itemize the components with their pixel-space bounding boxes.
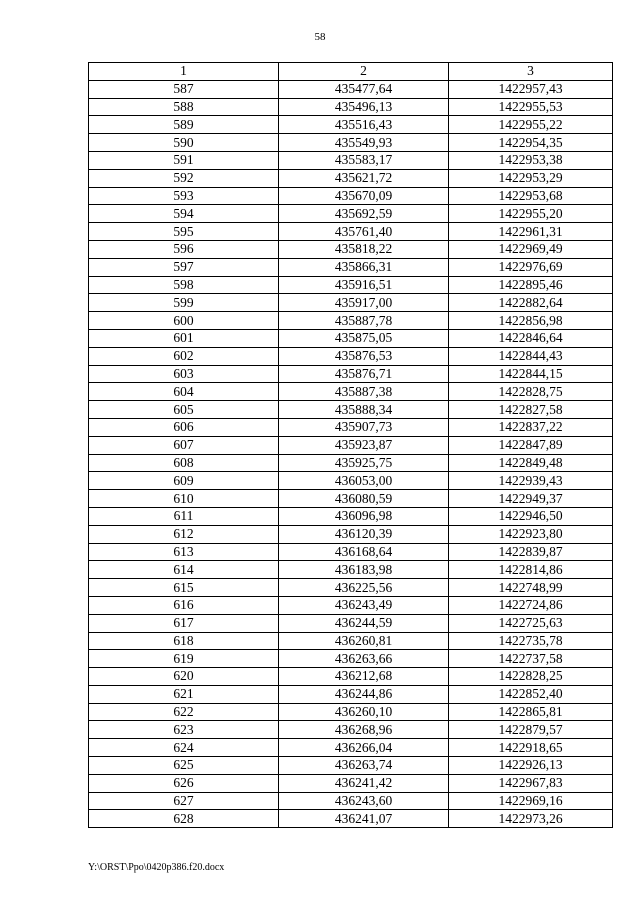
- point-number-cell: 600: [89, 312, 279, 330]
- point-number-cell: 622: [89, 703, 279, 721]
- point-number-cell: 621: [89, 685, 279, 703]
- point-number-cell: 616: [89, 596, 279, 614]
- table-header-row: [89, 63, 613, 81]
- x-coordinate-cell: 436244,86: [279, 685, 449, 703]
- point-number-cell: 604: [89, 383, 279, 401]
- point-number-cell: 588: [89, 98, 279, 116]
- page-number: 58: [314, 31, 326, 43]
- x-coordinate-cell: 436260,10: [279, 703, 449, 721]
- x-coordinate-cell: 436120,39: [279, 525, 449, 543]
- point-number-cell: 594: [89, 205, 279, 223]
- y-coordinate-cell: 1422737,58: [449, 650, 613, 668]
- x-coordinate-cell: 435917,00: [279, 294, 449, 312]
- x-coordinate-cell: 436225,56: [279, 579, 449, 597]
- point-number-cell: 628: [89, 810, 279, 828]
- x-coordinate-cell: 436183,98: [279, 561, 449, 579]
- point-number-cell: 619: [89, 650, 279, 668]
- table-row: [89, 98, 613, 116]
- y-coordinate-cell: 1422953,38: [449, 151, 613, 169]
- x-coordinate-cell: 436053,00: [279, 472, 449, 490]
- table-row: [89, 668, 613, 686]
- y-coordinate-cell: 1422827,58: [449, 401, 613, 419]
- point-number-cell: 625: [89, 757, 279, 775]
- x-coordinate-cell: 435866,31: [279, 258, 449, 276]
- table-row: [89, 632, 613, 650]
- point-number-cell: 607: [89, 436, 279, 454]
- point-number-cell: 610: [89, 490, 279, 508]
- point-number-cell: 587: [89, 80, 279, 98]
- point-number-cell: 614: [89, 561, 279, 579]
- table-row: [89, 614, 613, 632]
- table-body: [89, 80, 613, 827]
- y-coordinate-cell: 1422856,98: [449, 312, 613, 330]
- table-row: [89, 757, 613, 775]
- y-coordinate-cell: 1422844,43: [449, 347, 613, 365]
- x-coordinate-cell: 435875,05: [279, 329, 449, 347]
- table-row: [89, 294, 613, 312]
- point-number-cell: 627: [89, 792, 279, 810]
- x-coordinate-cell: 436243,49: [279, 596, 449, 614]
- table-row: [89, 792, 613, 810]
- x-coordinate-cell: 435583,17: [279, 151, 449, 169]
- y-coordinate-cell: 1422949,37: [449, 490, 613, 508]
- x-coordinate-cell: 436243,60: [279, 792, 449, 810]
- x-coordinate-cell: 436241,07: [279, 810, 449, 828]
- table-row: [89, 365, 613, 383]
- table-row: [89, 329, 613, 347]
- y-coordinate-cell: 1422967,83: [449, 774, 613, 792]
- table-row: [89, 525, 613, 543]
- table-row: [89, 116, 613, 134]
- x-coordinate-cell: 435692,59: [279, 205, 449, 223]
- point-number-cell: 597: [89, 258, 279, 276]
- y-coordinate-cell: 1422955,22: [449, 116, 613, 134]
- x-coordinate-cell: 435818,22: [279, 240, 449, 258]
- y-coordinate-cell: 1422954,35: [449, 134, 613, 152]
- table-row: [89, 383, 613, 401]
- y-coordinate-cell: 1422926,13: [449, 757, 613, 775]
- x-coordinate-cell: 436241,42: [279, 774, 449, 792]
- y-coordinate-cell: 1422939,43: [449, 472, 613, 490]
- y-coordinate-cell: 1422953,29: [449, 169, 613, 187]
- point-number-cell: 595: [89, 223, 279, 241]
- table-row: [89, 347, 613, 365]
- x-coordinate-cell: 436260,81: [279, 632, 449, 650]
- y-coordinate-cell: 1422957,43: [449, 80, 613, 98]
- y-coordinate-cell: 1422882,64: [449, 294, 613, 312]
- point-number-cell: 611: [89, 507, 279, 525]
- y-coordinate-cell: 1422725,63: [449, 614, 613, 632]
- x-coordinate-cell: 435887,38: [279, 383, 449, 401]
- point-number-cell: 596: [89, 240, 279, 258]
- y-coordinate-cell: 1422895,46: [449, 276, 613, 294]
- x-coordinate-cell: 435621,72: [279, 169, 449, 187]
- y-coordinate-cell: 1422847,89: [449, 436, 613, 454]
- x-coordinate-cell: 435549,93: [279, 134, 449, 152]
- x-coordinate-cell: 436244,59: [279, 614, 449, 632]
- point-number-cell: 589: [89, 116, 279, 134]
- x-coordinate-cell: 435761,40: [279, 223, 449, 241]
- x-coordinate-cell: 435477,64: [279, 80, 449, 98]
- y-coordinate-cell: 1422724,86: [449, 596, 613, 614]
- x-coordinate-cell: 435925,75: [279, 454, 449, 472]
- point-number-cell: 613: [89, 543, 279, 561]
- y-coordinate-cell: 1422748,99: [449, 579, 613, 597]
- point-number-cell: 590: [89, 134, 279, 152]
- table-row: [89, 258, 613, 276]
- point-number-cell: 593: [89, 187, 279, 205]
- point-number-cell: 599: [89, 294, 279, 312]
- coordinates-table: [88, 62, 613, 828]
- y-coordinate-cell: 1422852,40: [449, 685, 613, 703]
- document-path: Y:\ORST\Ppo\0420p386.f20.docx: [88, 862, 225, 873]
- point-number-cell: 626: [89, 774, 279, 792]
- x-coordinate-cell: 435670,09: [279, 187, 449, 205]
- point-number-cell: 612: [89, 525, 279, 543]
- table-row: [89, 80, 613, 98]
- point-number-cell: 623: [89, 721, 279, 739]
- table-row: [89, 561, 613, 579]
- table-row: [89, 650, 613, 668]
- y-coordinate-cell: 1422946,50: [449, 507, 613, 525]
- table-row: [89, 151, 613, 169]
- x-coordinate-cell: 436096,98: [279, 507, 449, 525]
- y-coordinate-cell: 1422973,26: [449, 810, 613, 828]
- point-number-cell: 591: [89, 151, 279, 169]
- x-coordinate-cell: 436268,96: [279, 721, 449, 739]
- x-coordinate-cell: 435923,87: [279, 436, 449, 454]
- table-row: [89, 312, 613, 330]
- table-row: [89, 810, 613, 828]
- point-number-cell: 617: [89, 614, 279, 632]
- point-number-cell: 624: [89, 739, 279, 757]
- x-coordinate-cell: 436266,04: [279, 739, 449, 757]
- table-row: [89, 169, 613, 187]
- x-coordinate-cell: 436080,59: [279, 490, 449, 508]
- x-coordinate-cell: 435516,43: [279, 116, 449, 134]
- y-coordinate-cell: 1422828,75: [449, 383, 613, 401]
- y-coordinate-cell: 1422814,86: [449, 561, 613, 579]
- table-row: [89, 543, 613, 561]
- x-coordinate-cell: 436263,66: [279, 650, 449, 668]
- point-number-cell: 592: [89, 169, 279, 187]
- y-coordinate-cell: 1422846,64: [449, 329, 613, 347]
- point-number-cell: 598: [89, 276, 279, 294]
- point-number-cell: 618: [89, 632, 279, 650]
- point-number-cell: 615: [89, 579, 279, 597]
- table-row: [89, 401, 613, 419]
- table-row: [89, 472, 613, 490]
- y-coordinate-cell: 1422828,25: [449, 668, 613, 686]
- x-coordinate-cell: 435907,73: [279, 418, 449, 436]
- y-coordinate-cell: 1422955,53: [449, 98, 613, 116]
- point-number-cell: 601: [89, 329, 279, 347]
- y-coordinate-cell: 1422969,49: [449, 240, 613, 258]
- x-coordinate-cell: 435876,53: [279, 347, 449, 365]
- table-row: [89, 596, 613, 614]
- point-number-cell: 605: [89, 401, 279, 419]
- x-coordinate-cell: 435876,71: [279, 365, 449, 383]
- column-header-3: 3: [449, 63, 613, 81]
- table-row: [89, 436, 613, 454]
- x-coordinate-cell: 435496,13: [279, 98, 449, 116]
- y-coordinate-cell: 1422735,78: [449, 632, 613, 650]
- x-coordinate-cell: 436263,74: [279, 757, 449, 775]
- point-number-cell: 602: [89, 347, 279, 365]
- y-coordinate-cell: 1422837,22: [449, 418, 613, 436]
- table-row: [89, 579, 613, 597]
- table-row: [89, 418, 613, 436]
- table-row: [89, 276, 613, 294]
- table-row: [89, 187, 613, 205]
- y-coordinate-cell: 1422976,69: [449, 258, 613, 276]
- table-row: [89, 507, 613, 525]
- x-coordinate-cell: 436212,68: [279, 668, 449, 686]
- table-row: [89, 454, 613, 472]
- x-coordinate-cell: 435888,34: [279, 401, 449, 419]
- table-row: [89, 205, 613, 223]
- y-coordinate-cell: 1422955,20: [449, 205, 613, 223]
- point-number-cell: 609: [89, 472, 279, 490]
- x-coordinate-cell: 435916,51: [279, 276, 449, 294]
- table-row: [89, 703, 613, 721]
- y-coordinate-cell: 1422961,31: [449, 223, 613, 241]
- y-coordinate-cell: 1422839,87: [449, 543, 613, 561]
- point-number-cell: 620: [89, 668, 279, 686]
- y-coordinate-cell: 1422953,68: [449, 187, 613, 205]
- column-header-1: 1: [89, 63, 279, 81]
- table-row: [89, 739, 613, 757]
- y-coordinate-cell: 1422969,16: [449, 792, 613, 810]
- table-row: [89, 240, 613, 258]
- table-row: [89, 134, 613, 152]
- column-header-2: 2: [279, 63, 449, 81]
- x-coordinate-cell: 436168,64: [279, 543, 449, 561]
- table-row: [89, 685, 613, 703]
- y-coordinate-cell: 1422849,48: [449, 454, 613, 472]
- point-number-cell: 608: [89, 454, 279, 472]
- table-row: [89, 490, 613, 508]
- table-row: [89, 774, 613, 792]
- table-row: [89, 223, 613, 241]
- y-coordinate-cell: 1422918,65: [449, 739, 613, 757]
- y-coordinate-cell: 1422879,57: [449, 721, 613, 739]
- table-row: [89, 721, 613, 739]
- y-coordinate-cell: 1422865,81: [449, 703, 613, 721]
- point-number-cell: 606: [89, 418, 279, 436]
- y-coordinate-cell: 1422844,15: [449, 365, 613, 383]
- point-number-cell: 603: [89, 365, 279, 383]
- x-coordinate-cell: 435887,78: [279, 312, 449, 330]
- y-coordinate-cell: 1422923,80: [449, 525, 613, 543]
